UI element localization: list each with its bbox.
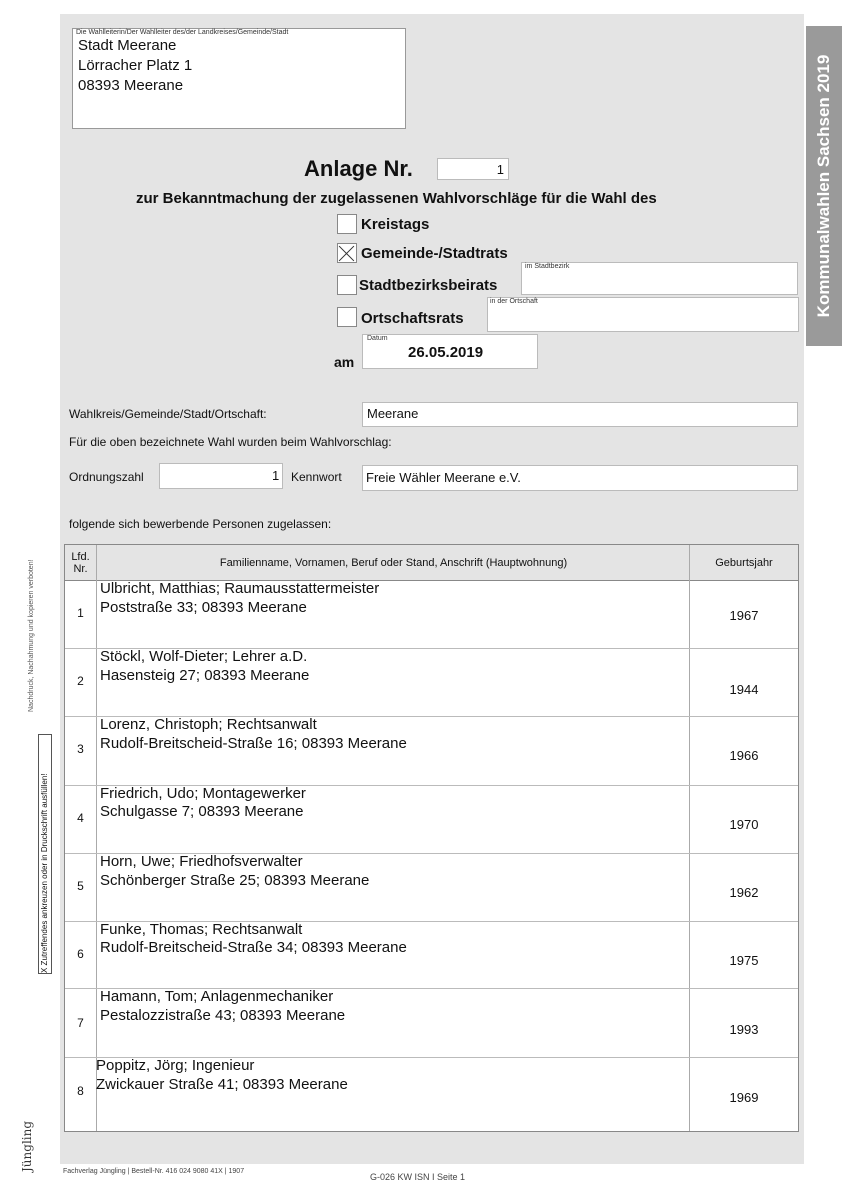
row-year: 1970 — [729, 817, 759, 832]
row-name: Funke, Thomas; Rechtsanwalt — [100, 921, 303, 938]
kennwort-label: Kennwort — [291, 470, 342, 484]
row-number: 2 — [77, 674, 84, 688]
footer-publisher: Fachverlag Jüngling | Bestell-Nr. 416 024 9080 41X | 1907 — [63, 1168, 245, 1175]
table-row — [65, 716, 798, 786]
subtitle: zur Bekanntmachung der zugelassenen Wahlvorschläge für die Wahl des — [136, 190, 657, 207]
option-label-ortschaftsrats: Ortschaftsrats — [361, 310, 464, 327]
candidates-table — [64, 544, 799, 1132]
row-year: 1944 — [729, 682, 759, 697]
row-address: Schönberger Straße 25; 08393 Meerane — [100, 872, 370, 889]
table-row — [65, 988, 798, 1058]
row-number: 5 — [77, 879, 84, 893]
row-address: Rudolf-Breitscheid-Straße 34; 08393 Meerane — [100, 939, 407, 956]
row-address: Hasensteig 27; 08393 Meerane — [100, 667, 310, 684]
row-address: Rudolf-Breitscheid-Straße 16; 08393 Meerane — [100, 735, 407, 752]
publisher-logo: Jüngling — [20, 1120, 34, 1172]
wahlkreis-field[interactable] — [362, 402, 798, 427]
header-nr: Lfd. Nr. — [71, 550, 90, 575]
option-label-stadtbezirksbeirats: Stadtbezirksbeirats — [359, 277, 498, 294]
address-line-2: Lörracher Platz 1 — [78, 57, 193, 74]
row-name: Stöckl, Wolf-Dieter; Lehrer a.D. — [100, 648, 308, 665]
intro-text: Für die oben bezeichnete Wahl wurden beim Wahlvorschlag: — [69, 435, 392, 449]
row-name: Horn, Uwe; Friedhofsverwalter — [100, 853, 303, 870]
row-address: Poststraße 33; 08393 Meerane — [100, 599, 307, 616]
row-name: Poppitz, Jörg; Ingenieur — [96, 1057, 255, 1074]
row-number: 8 — [77, 1084, 84, 1098]
row-number: 1 — [77, 606, 84, 620]
row-year: 1967 — [729, 608, 759, 623]
row-number: 6 — [77, 947, 84, 961]
row-year: 1969 — [729, 1090, 759, 1105]
address-line-3: 08393 Meerane — [78, 77, 184, 94]
persons-intro: folgende sich bewerbende Personen zugelassen: — [69, 517, 332, 531]
instruction-note-box — [38, 734, 52, 974]
sidebar-label-bar — [806, 26, 842, 346]
date-prefix: am — [334, 354, 355, 370]
row-year: 1966 — [729, 748, 759, 763]
header-person: Familienname, Vornamen, Beruf oder Stand, Anschrift (Hauptwohnung) — [219, 556, 568, 569]
table-row — [65, 785, 798, 854]
page-title: Anlage Nr. — [304, 156, 413, 181]
ordnungszahl-value: 1 — [272, 468, 280, 483]
row-name: Friedrich, Udo; Montagewerker — [100, 785, 306, 802]
ordnungszahl-field[interactable] — [159, 463, 283, 489]
table-row — [65, 1057, 798, 1130]
option-label-gemeinde-stadtrats: Gemeinde-/Stadtrats — [361, 245, 508, 262]
table-row — [65, 853, 798, 922]
row-address: Pestalozzistraße 43; 08393 Meerane — [100, 1007, 346, 1024]
row-year: 1962 — [729, 885, 759, 900]
row-address: Zwickauer Straße 41; 08393 Meerane — [96, 1076, 348, 1093]
checkbox-kreistags[interactable] — [337, 214, 357, 234]
table-row — [65, 580, 798, 649]
footer-form-id: G-026 KW ISN I Seite 1 — [370, 1172, 466, 1182]
copyright-note: Nachdruck, Nachahmung und kopieren verboten! — [28, 559, 35, 712]
header-year: Geburtsjahr — [715, 556, 773, 569]
address-box — [72, 28, 406, 129]
row-year: 1993 — [729, 1022, 759, 1037]
table-row — [65, 648, 798, 717]
option-label-kreistags: Kreistags — [361, 216, 430, 233]
checkbox-ortschaftsrats[interactable] — [337, 307, 357, 327]
anlage-number-field[interactable]: 1 — [437, 158, 509, 180]
ordnungszahl-label: Ordnungszahl — [69, 470, 144, 484]
instruction-note: X Zutreffendes ankreuzen oder in Druckschrift ausfüllen! — [40, 773, 49, 973]
row-name: Ulbricht, Matthias; Raumausstattermeister — [100, 580, 380, 597]
table-row — [65, 921, 798, 989]
date-value: 26.05.2019 — [408, 344, 484, 361]
address-line-1: Stadt Meerane — [78, 37, 177, 54]
sidebar-label: Kommunalwahlen Sachsen 2019 — [814, 54, 833, 318]
address-caption: Die Wahlleiterin/Der Wahlleiter des/der Landkreises/Gemeinde/Stadt — [76, 29, 289, 36]
wahlkreis-value: Meerane — [367, 406, 419, 421]
kennwort-value: Freie Wähler Meerane e.V. — [366, 470, 521, 485]
row-number: 7 — [77, 1016, 84, 1030]
row-number: 4 — [77, 811, 84, 825]
row-number: 3 — [77, 742, 84, 756]
row-address: Schulgasse 7; 08393 Meerane — [100, 803, 304, 820]
row-name: Hamann, Tom; Anlagenmechaniker — [100, 988, 334, 1005]
checkbox-gemeinde-stadtrats[interactable] — [337, 243, 357, 263]
stadtbezirk-caption: im Stadtbezirk — [525, 263, 570, 270]
row-year: 1975 — [729, 953, 759, 968]
checkbox-stadtbezirksbeirats[interactable] — [337, 275, 357, 295]
row-name: Lorenz, Christoph; Rechtsanwalt — [100, 716, 317, 733]
wahlkreis-label: Wahlkreis/Gemeinde/Stadt/Ortschaft: — [69, 407, 267, 421]
date-caption: Datum — [367, 335, 388, 342]
ortschaft-caption: in der Ortschaft — [490, 298, 538, 305]
